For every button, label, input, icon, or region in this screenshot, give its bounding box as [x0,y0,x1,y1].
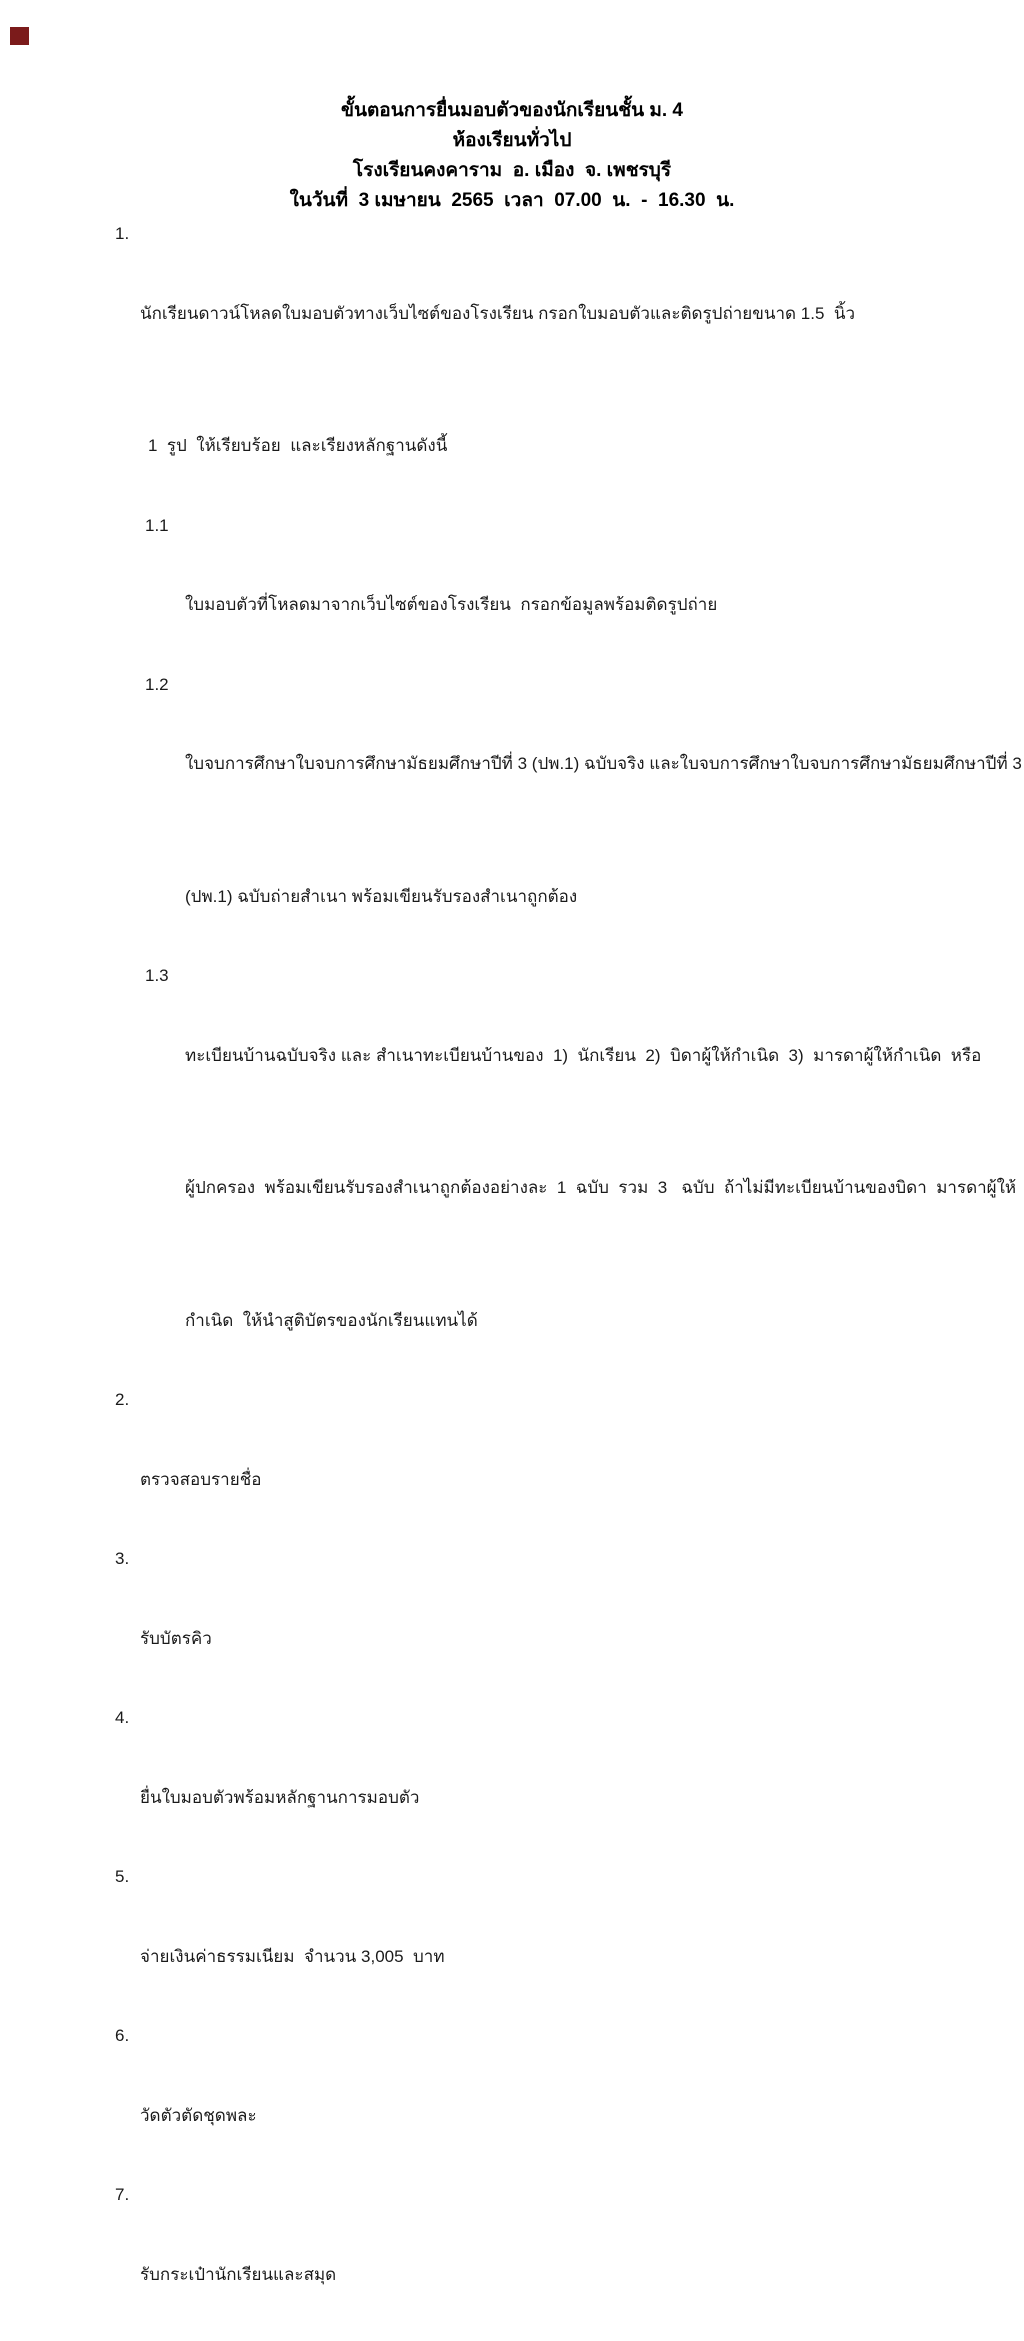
sub-item-text: ผู้ปกครอง พร้อมเขียนรับรองสำเนาถูกต้องอย่างละ 1 ฉบับ รวม 3 ฉบับ ถ้าไม่มีทะเบียนบ้านของบิดา มารดาผู้ให้ [185,1178,1017,1197]
list-item [0,221,1024,380]
list-item-number: 5. [115,1867,130,1886]
sub-item-number: 1.3 [145,966,169,985]
steps-list [0,221,1024,2341]
title-line-4: ในวันที่ 3 เมษายน 2565 เวลา 07.00 น. - 16.30 น. [289,190,735,211]
sub-list-item [0,672,1024,831]
list-item-text: วัดตัวตัดชุดพละ [140,2105,257,2125]
document-header [0,0,1024,216]
list-item-text: รับกระเป๋านักเรียนและสมุด [140,2264,337,2284]
sub-list-item [0,963,1024,1122]
list-item-number: 7. [115,2185,130,2204]
list-item [0,1387,1024,1546]
list-item-text: จ่ายเงินค่าธรรมเนียม จำนวน 3,005 บาท [140,1946,445,1966]
sub-item-text: ทะเบียนบ้านฉบับจริง และ สำเนาทะเบียนบ้านของ 1) นักเรียน 2) บิดาผู้ให้กำเนิด 3) มารดาผู้ให้กำเนิด หรือ [185,1045,982,1065]
list-item-text: รับบัตรคิว [140,1628,212,1648]
sub-list-item [0,513,1024,672]
corner-mark [10,27,29,45]
list-item-number: 6. [115,2026,130,2045]
title-line-1: ขั้นตอนการยื่นมอบตัวของนักเรียนชั้น ม. 4 [340,100,684,121]
sub-item-text: กำเนิด ให้นำสูติบัตรของนักเรียนแทนได้ [185,1310,478,1330]
list-item [0,1705,1024,1864]
sub-item-number: 1.2 [145,674,169,694]
list-item-text: ยื่นใบมอบตัวพร้อมหลักฐานการมอบตัว [140,1787,420,1807]
list-item-text: นักเรียนดาวน์โหลดใบมอบตัวทางเว็บไซต์ของโรงเรียน กรอกใบมอบตัวและติดรูปถ่ายขนาด 1.5 นิ้ว [140,303,856,323]
list-item-text: 1 รูป ให้เรียบร้อย และเรียงหลักฐานดังนี้ [148,436,448,455]
sub-item-text: (ปพ.1) ฉบับถ่ายสำเนา พร้อมเขียนรับรองสำเนาถูกต้อง [185,886,578,906]
sub-list-item-continuation [0,831,1024,964]
title-line-3: โรงเรียนคงคาราม อ. เมือง จ. เพชรบุรี [352,160,672,181]
list-item [0,2182,1024,2341]
title-line-2: ห้องเรียนทั่วไป [452,130,572,151]
list-item-number: 2. [115,1390,130,1409]
sub-list-item-continuation [0,1122,1024,1255]
list-item-number: 1. [115,224,130,243]
sub-item-number: 1.1 [145,515,169,535]
list-item [0,1546,1024,1705]
list-item-number: 4. [115,1708,130,1727]
sub-item-text: ใบมอบตัวที่โหลดมาจากเว็บไซต์ของโรงเรียน กรอกข้อมูลพร้อมติดรูปถ่าย [185,595,718,614]
list-item-text: ตรวจสอบรายชื่อ [140,1469,262,1489]
list-item-number: 3. [115,1549,130,1568]
list-item [0,1864,1024,2023]
list-item-continuation [0,380,1024,513]
sub-list-item-continuation [0,1255,1024,1388]
list-item [0,2023,1024,2182]
sub-item-text: ใบจบการศึกษาใบจบการศึกษามัธยมศึกษาปีที่ 3 (ปพ.1) ฉบับจริง และใบจบการศึกษาใบจบการศึกษามัธยมศึกษาปีที่ 3 [185,754,1022,773]
